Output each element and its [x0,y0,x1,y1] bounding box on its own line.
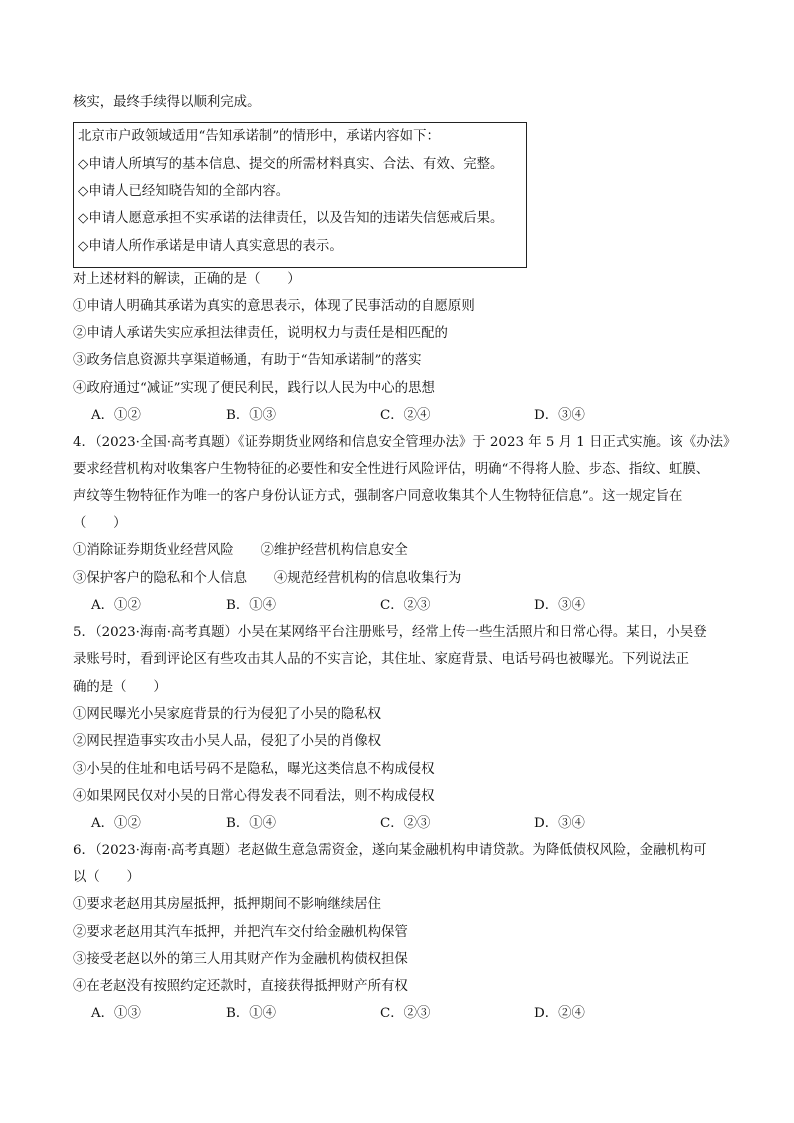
q6-option-a: A．①③ [91,1006,141,1021]
q5-option-b: B．①④ [226,816,277,831]
q4-option-a: A．①② [91,598,141,613]
q4-line: （ ） [73,516,127,531]
q6-item: ④在老赵没有按照约定还款时，直接获得抵押财产所有权 [73,979,408,994]
q5-item: ①网民曝光小吴家庭背景的行为侵犯了小吴的隐私权 [73,707,381,722]
q3-option-d: D．③④ [534,408,585,423]
box-line: 北京市户政领域适用“告知承诺制”的情形中，承诺内容如下： [78,129,440,144]
q5-option-c: C．②③ [380,816,431,831]
q3-item: ②申请人承诺失实应承担法律责任，说明权力与责任是相匹配的 [73,326,448,341]
q4-option-c: C．②③ [380,598,431,613]
material-box [73,122,527,268]
q4-item: ①消除证券期货业经营风险 ②维护经营机构信息安全 [73,543,408,558]
q3-item: ①申请人明确其承诺为真实的意思表示，体现了民事活动的自愿原则 [73,299,475,314]
intro-line: 核实，最终手续得以顺利完成。 [73,95,261,110]
q3-option-b: B．①③ [226,408,277,423]
box-line: ◇申请人已经知晓告知的全部内容。 [78,184,290,199]
q6-item: ①要求老赵用其房屋抵押，抵押期间不影响继续居住 [73,897,381,912]
q5-item: ④如果网民仅对小吴的日常心得发表不同看法，则不构成侵权 [73,789,435,804]
q6-option-c: C．②③ [380,1006,431,1021]
q3-option-c: C．②④ [380,408,431,423]
q6-line: 6．（2023·海南·高考真题）老赵做生意急需资金，遂向某金融机构申请贷款。为降低债权风险，金融机构可 [73,843,707,858]
q6-item: ②要求老赵用其汽车抵押，并把汽车交付给金融机构保管 [73,925,408,940]
q6-option-b: B．①④ [226,1006,277,1021]
q3-stem: 对上述材料的解读，正确的是（ ） [73,272,301,287]
q3-option-a: A．①② [91,408,141,423]
q4-line: 4．（2023·全国·高考真题）《证券期货业网络和信息安全管理办法》于 2023 年 5 月 1 日正式实施。该《办法》 [73,435,737,450]
q5-option-a: A．①② [91,816,141,831]
q3-item: ③政务信息资源共享渠道畅通，有助于“告知承诺制”的落实 [73,353,422,368]
q4-option-d: D．③④ [534,598,585,613]
q4-option-b: B．①④ [226,598,277,613]
q3-item: ④政府通过“减证”实现了便民利民，践行以人民为中心的思想 [73,381,435,396]
q5-item: ②网民捏造事实攻击小吴人品，侵犯了小吴的肖像权 [73,734,381,749]
box-line: ◇申请人所作承诺是申请人真实意思的表示。 [78,239,343,254]
q6-line: 以（ ） [73,870,140,885]
q5-option-d: D．③④ [534,816,585,831]
q5-line: 录账号时，看到评论区有些攻击其人品的不实言论，其住址、家庭背景、电话号码也被曝光。下列说法正 [73,652,689,667]
box-line: ◇申请人所填写的基本信息、提交的所需材料真实、合法、有效、完整。 [78,157,504,172]
q6-item: ③接受老赵以外的第三人用其财产作为金融机构债权担保 [73,952,408,967]
box-line: ◇申请人愿意承担不实承诺的法律责任，以及告知的违诺失信惩戒后果。 [78,211,504,226]
q5-item: ③小吴的住址和电话号码不是隐私，曝光这类信息不构成侵权 [73,762,435,777]
q4-item: ③保护客户的隐私和个人信息 ④规范经营机构的信息收集行为 [73,571,462,586]
q6-option-d: D．②④ [534,1006,585,1021]
q4-line: 声纹等生物特征作为唯一的客户身份认证方式，强制客户同意收集其个人生物特征信息”。这一规定旨在 [73,489,683,504]
q4-line: 要求经营机构对收集客户生物特征的必要性和安全性进行风险评估，明确“不得将人脸、步态、指纹、虹膜、 [73,462,710,477]
q5-line: 确的是（ ） [73,680,167,695]
q5-line: 5．（2023·海南·高考真题）小吴在某网络平台注册账号，经常上传一些生活照片和日常心得。某日，小吴登 [73,625,707,640]
